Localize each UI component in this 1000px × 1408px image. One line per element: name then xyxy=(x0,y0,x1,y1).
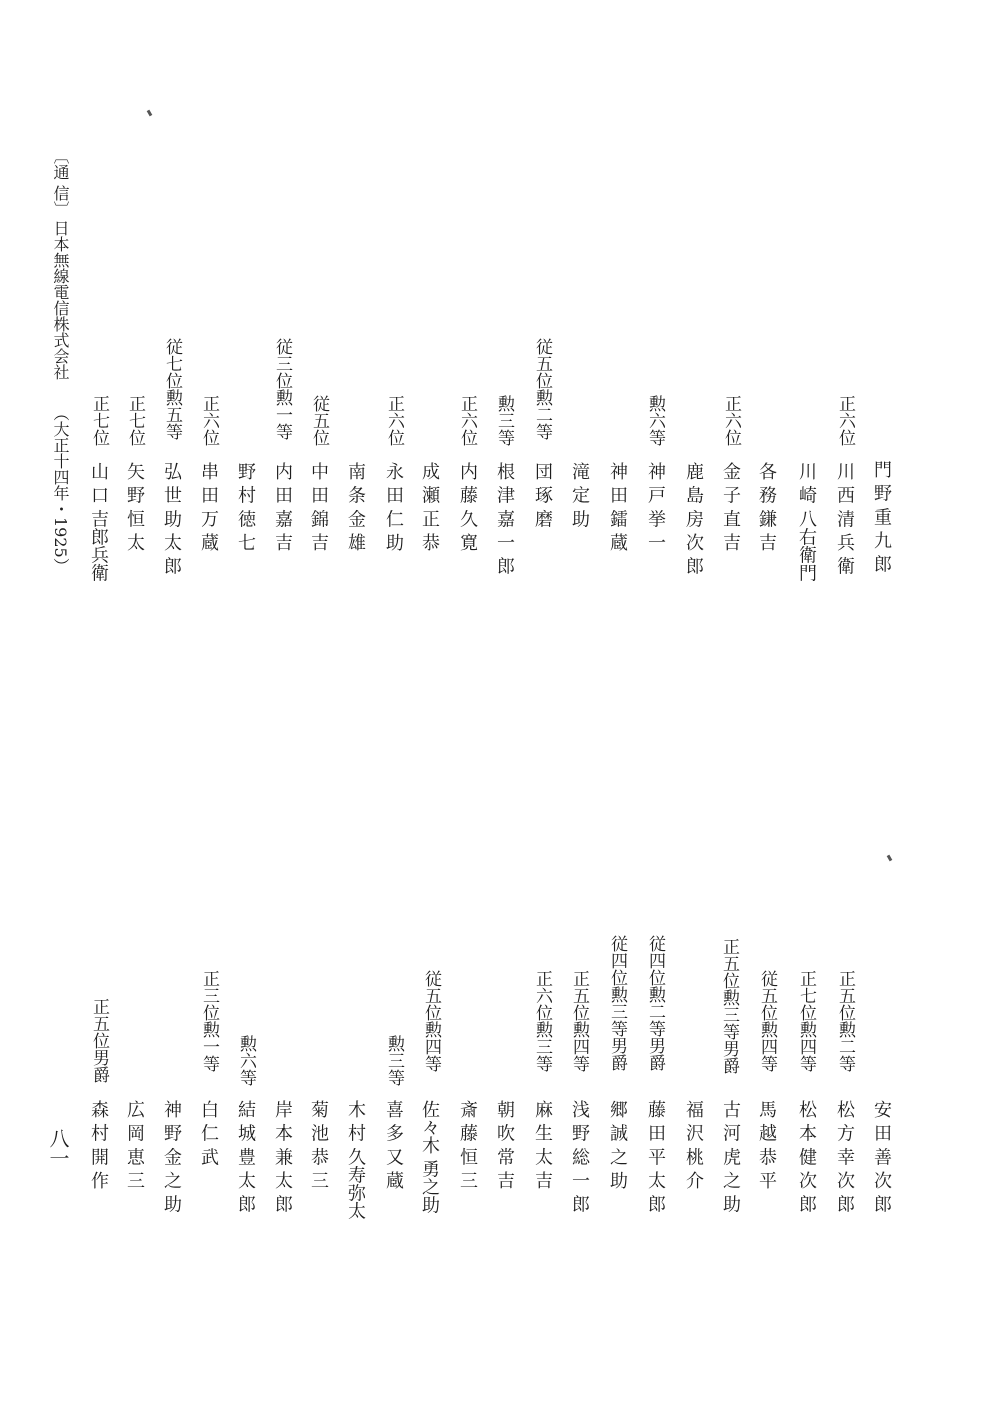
member-name: 馬 越 恭 平 xyxy=(756,1100,777,1190)
section-label: 〔通 信〕 xyxy=(51,148,70,218)
member-rank: 正七位 xyxy=(125,395,145,446)
member-name: 団 琢 磨 xyxy=(532,462,553,528)
member-rank: 従五位勲四等 xyxy=(757,970,777,1072)
ink-speck xyxy=(147,110,153,117)
member-name: 神 野 金 之 助 xyxy=(161,1100,182,1213)
member-rank: 正六位 xyxy=(199,395,219,446)
member-rank: 勲六等 xyxy=(645,395,665,446)
member-name: 弘 世 助 太 郎 xyxy=(161,462,182,575)
member-name: 野 村 徳 七 xyxy=(235,462,256,552)
member-name: 金 子 直 吉 xyxy=(720,462,741,552)
member-name: 神 田 鐳 蔵 xyxy=(607,462,628,552)
member-rank: 正六位 xyxy=(384,395,404,446)
member-name: 岸 本 兼 太 郎 xyxy=(272,1100,293,1213)
member-rank: 従五位勲四等 xyxy=(421,970,441,1072)
member-name: 成 瀬 正 恭 xyxy=(419,462,440,552)
member-name: 佐々木 勇之助 xyxy=(419,1100,440,1214)
member-name: 神 戸 挙 一 xyxy=(645,462,666,552)
member-name: 永 田 仁 助 xyxy=(383,462,404,552)
member-name: 朝 吹 常 吉 xyxy=(494,1100,515,1190)
era-note: （大正十四年・1925） xyxy=(51,405,70,574)
member-name: 結 城 豊 太 郎 xyxy=(235,1100,256,1213)
member-rank: 正五位男爵 xyxy=(89,998,109,1083)
member-name: 白 仁 武 xyxy=(198,1100,219,1166)
member-rank: 勲三等 xyxy=(384,1035,404,1086)
member-rank: 正三位勲一等 xyxy=(199,970,219,1072)
page-number: 八一 xyxy=(46,1128,70,1168)
member-rank: 従四位勲二等男爵 xyxy=(645,935,665,1071)
company-name: 日本無線電信株式会社 xyxy=(51,220,70,380)
member-name: 滝 定 助 xyxy=(569,462,590,528)
member-name: 藤 田 平 太 郎 xyxy=(645,1100,666,1213)
ink-speck xyxy=(887,855,893,862)
member-name: 鹿 島 房 次 郎 xyxy=(683,462,704,575)
member-rank: 従四位勲三等男爵 xyxy=(607,935,627,1071)
member-rank: 正七位勲四等 xyxy=(796,970,816,1072)
member-name: 森 村 開 作 xyxy=(88,1100,109,1190)
member-name: 浅 野 総 一 郎 xyxy=(569,1100,590,1213)
member-name: 古 河 虎 之 助 xyxy=(720,1100,741,1213)
member-rank: 従五位 xyxy=(309,395,329,446)
member-rank: 正五位勲四等 xyxy=(569,970,589,1072)
member-rank: 正六位勲三等 xyxy=(532,970,552,1072)
member-name: 福 沢 桃 介 xyxy=(683,1100,704,1190)
member-name: 喜 多 又 蔵 xyxy=(383,1100,404,1190)
member-name: 根 津 嘉 一 郎 xyxy=(494,462,515,575)
member-name: 松 方 幸 次 郎 xyxy=(834,1100,855,1213)
member-name: 松 本 健 次 郎 xyxy=(796,1100,817,1213)
member-rank: 正六位 xyxy=(457,395,477,446)
member-name: 内 藤 久 寛 xyxy=(457,462,478,552)
member-rank: 正五位勲三等男爵 xyxy=(719,938,739,1074)
member-name: 南 条 金 雄 xyxy=(345,462,366,552)
member-name: 麻 生 太 吉 xyxy=(532,1100,553,1190)
member-name: 郷 誠 之 助 xyxy=(607,1100,628,1190)
member-name: 内 田 嘉 吉 xyxy=(272,462,293,552)
member-rank: 正六位 xyxy=(721,395,741,446)
member-rank: 従三位勲一等 xyxy=(272,338,292,440)
member-rank: 勲三等 xyxy=(494,395,514,446)
member-name: 広 岡 恵 三 xyxy=(124,1100,145,1190)
member-name: 川 崎 八右衛門 xyxy=(796,462,817,582)
member-rank: 従七位勲五等 xyxy=(162,338,182,440)
member-rank: 従五位勲二等 xyxy=(532,338,552,440)
member-name: 斎 藤 恒 三 xyxy=(457,1100,478,1190)
member-rank: 正七位 xyxy=(89,395,109,446)
member-rank: 勲六等 xyxy=(236,1035,256,1086)
member-name: 矢 野 恒 太 xyxy=(124,462,145,552)
member-name: 菊 池 恭 三 xyxy=(308,1100,329,1190)
member-name: 山 口 吉郎兵衛 xyxy=(88,462,109,582)
member-name: 中 田 錦 吉 xyxy=(308,462,329,552)
member-name: 安 田 善 次 郎 xyxy=(871,1100,892,1213)
member-name: 串 田 万 蔵 xyxy=(198,462,219,552)
member-name: 門 野 重 九 郎 xyxy=(871,460,892,573)
member-rank: 正五位勲二等 xyxy=(835,970,855,1072)
member-name: 各 務 鎌 吉 xyxy=(756,462,777,552)
member-name: 川 西 清 兵 衛 xyxy=(834,462,855,575)
member-name: 木 村 久寿弥太 xyxy=(345,1100,366,1220)
member-rank: 正六位 xyxy=(835,395,855,446)
